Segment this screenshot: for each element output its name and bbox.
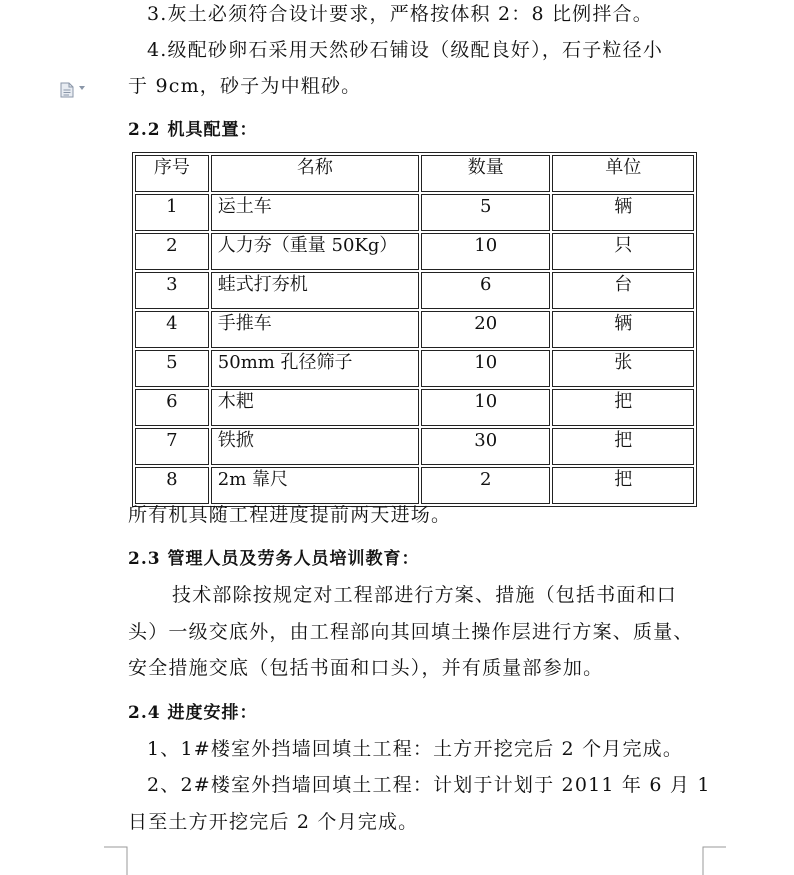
table-row xyxy=(135,389,694,426)
cell-name: 木耙 xyxy=(211,389,419,426)
header-unit: 单位 xyxy=(552,155,694,192)
cell-no: 8 xyxy=(135,467,209,504)
cell-unit: 台 xyxy=(552,272,694,309)
para-4-line-2: 于 9cm，砂子为中粗砂。 xyxy=(128,75,362,97)
header-name: 名称 xyxy=(211,155,419,192)
cell-name: 铁掀 xyxy=(211,428,419,465)
cell-qty: 6 xyxy=(421,272,550,309)
section-2-4-item-2-line-2: 日至土方开挖完后 2 个月完成。 xyxy=(128,811,419,833)
section-2-4-item-1: 1、1#楼室外挡墙回填土工程：土方开挖完后 2 个月完成。 xyxy=(147,738,684,760)
cell-unit: 只 xyxy=(552,233,694,270)
table-row xyxy=(135,272,694,309)
cell-qty: 10 xyxy=(421,233,550,270)
cell-unit: 把 xyxy=(552,467,694,504)
section-2-2-heading: 2.2 机具配置： xyxy=(128,120,258,140)
cell-no: 3 xyxy=(135,272,209,309)
section-2-3-line-2: 头）一级交底外，由工程部向其回填土操作层进行方案、质量、 xyxy=(128,621,694,643)
cell-unit: 张 xyxy=(552,350,694,387)
para-3: 3.灰土必须符合设计要求，严格按体积 2：8 比例拌合。 xyxy=(147,3,653,25)
cell-name: 人力夯（重量 50Kg） xyxy=(211,233,419,270)
cell-qty: 30 xyxy=(421,428,550,465)
equipment-table xyxy=(132,152,697,507)
cell-no: 1 xyxy=(135,194,209,231)
para-4-line-1: 4.级配砂卵石采用天然砂石铺设（级配良好），石子粒径小 xyxy=(147,39,664,61)
table-row xyxy=(135,194,694,231)
cell-no: 2 xyxy=(135,233,209,270)
chevron-down-icon[interactable] xyxy=(79,86,85,90)
page-corner-mark-left xyxy=(104,846,128,875)
cell-qty: 20 xyxy=(421,311,550,348)
cell-name: 2m 靠尺 xyxy=(211,467,419,504)
table-row xyxy=(135,350,694,387)
section-2-4-heading: 2.4 进度安排： xyxy=(128,703,258,723)
cell-name: 蛙式打夯机 xyxy=(211,272,419,309)
cell-qty: 10 xyxy=(421,350,550,387)
cell-no: 6 xyxy=(135,389,209,426)
table-note: 所有机具随工程进度提前两天进场。 xyxy=(128,504,452,526)
cell-qty: 10 xyxy=(421,389,550,426)
section-2-3-line-3: 安全措施交底（包括书面和口头），并有质量部参加。 xyxy=(128,657,604,679)
document-icon[interactable] xyxy=(60,82,74,98)
cell-qty: 5 xyxy=(421,194,550,231)
cell-no: 5 xyxy=(135,350,209,387)
cell-no: 4 xyxy=(135,311,209,348)
cell-name: 运土车 xyxy=(211,194,419,231)
table-row xyxy=(135,311,694,348)
cell-qty: 2 xyxy=(421,467,550,504)
cell-no: 7 xyxy=(135,428,209,465)
cell-unit: 辆 xyxy=(552,311,694,348)
cell-unit: 把 xyxy=(552,389,694,426)
cell-name: 手推车 xyxy=(211,311,419,348)
header-no: 序号 xyxy=(135,155,209,192)
table-row xyxy=(135,233,694,270)
section-2-3-line-1: 技术部除按规定对工程部进行方案、措施（包括书面和口 xyxy=(172,584,678,606)
section-2-3-heading: 2.3 管理人员及劳务人员培训教育： xyxy=(128,549,420,569)
cell-name: 50mm 孔径筛子 xyxy=(211,350,419,387)
table-row xyxy=(135,467,694,504)
section-2-4-item-2-line-1: 2、2#楼室外挡墙回填土工程：计划于计划于 2011 年 6 月 1 xyxy=(147,774,711,796)
header-qty: 数量 xyxy=(421,155,550,192)
cell-unit: 把 xyxy=(552,428,694,465)
page-corner-mark-right xyxy=(702,846,726,875)
cell-unit: 辆 xyxy=(552,194,694,231)
table-header-row xyxy=(135,155,694,192)
table-row xyxy=(135,428,694,465)
